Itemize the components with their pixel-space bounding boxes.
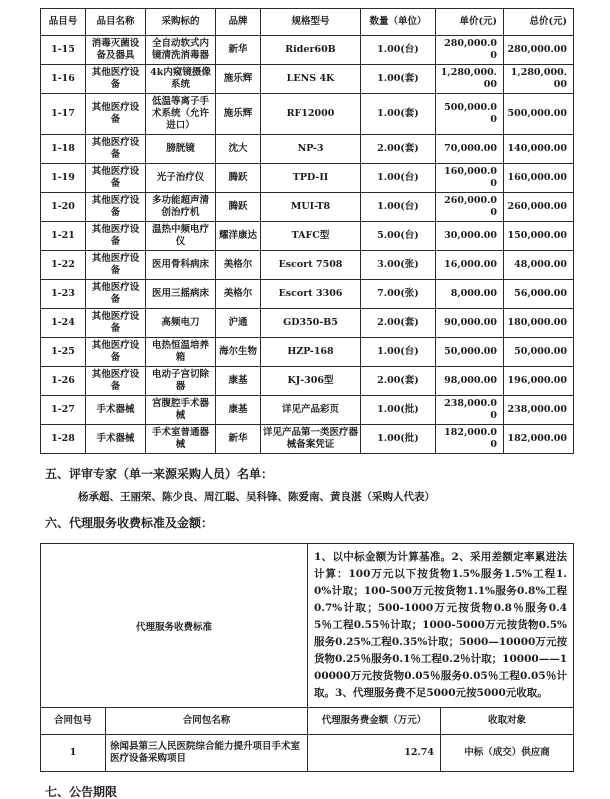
table-row [41,94,574,135]
table-cell: GD350-B5 [261,309,361,338]
table-cell: HZP-168 [261,338,361,367]
table-cell: MUI-T8 [261,193,361,222]
table-cell: 消毒灭菌设备及器具 [86,36,146,65]
table-cell: 详见产品彩页 [261,396,361,425]
table-cell: 其他医疗设备 [86,309,146,338]
table-cell: 1-24 [41,309,86,338]
table-row [41,396,574,425]
package-header-row [41,708,574,735]
table-cell: 1.00(台) [361,36,436,65]
table-cell: 施乐辉 [216,65,261,94]
fee-standard-label: 代理服务收费标准 [41,544,308,708]
table-row [41,251,574,280]
table-cell: Escort 3306 [261,280,361,309]
table-cell: 腾跃 [216,193,261,222]
table-row [41,425,574,454]
package-data-row [41,735,574,772]
table-row [41,338,574,367]
table-cell: 1.00(台) [361,193,436,222]
table-row [41,135,574,164]
table-cell: 其他医疗设备 [86,338,146,367]
table-cell: 1.00(批) [361,425,436,454]
col-header-item-name: 品目名称 [86,9,146,36]
table-cell: 宫腹腔手术器械 [146,396,216,425]
table-cell: 50,000.00 [504,338,574,367]
package-id-cell: 1 [41,735,106,772]
package-target-cell: 中标（成交）供应商 [441,735,574,772]
col-header-subject: 采购标的 [146,9,216,36]
table-cell: 1-15 [41,36,86,65]
table-cell: 1-21 [41,222,86,251]
table-cell: Escort 7508 [261,251,361,280]
table-cell: KJ-306型 [261,367,361,396]
table-cell: 280,000.00 [436,36,504,65]
table-cell: 全自动软式内镜清洗消毒器 [146,36,216,65]
table-row [41,65,574,94]
col-header-unit-price: 单价(元) [436,9,504,36]
table-cell: 182,000.00 [504,425,574,454]
table-cell: 沈大 [216,135,261,164]
experts-section-heading: 五、评审专家（单一来源采购人员）名单： [45,467,274,481]
fee-standard-text: 1、以中标金额为计算基准。2、采用差额定率累进法计算：100万元以下按货物1.5%服务1.5%工程1.0%计取；100-500万元按货物1.1%服务0.8%工程0.7%计取；500-1000万元按货物0.8％服务0.45％工程0.55％计取；1000-5000万元按货物0.5%服务0.25%工程0.35%计取；5000—10000万元按货物0.25％服务0.1％工程0.2％计取；10000——100000万元按货物0.05％服务0.05％工程0.05％计取。3、代理服务费不足5000元按5000元收取。 [308,544,574,708]
table-cell: 500,000.00 [436,94,504,135]
table-row [41,164,574,193]
table-row [41,367,574,396]
table-cell: TPD-II [261,164,361,193]
table-cell: 其他医疗设备 [86,367,146,396]
table-cell: 16,000.00 [436,251,504,280]
table-cell: 196,000.00 [504,367,574,396]
fee-standard-row [41,544,574,708]
table-cell: 30,000.00 [436,222,504,251]
table-cell: 7.00(张) [361,280,436,309]
col-header-total-price: 总价(元) [504,9,574,36]
table-row [41,222,574,251]
table-cell: 1-25 [41,338,86,367]
table-cell: 98,000.00 [436,367,504,396]
table-cell: 新华 [216,36,261,65]
table-row [41,280,574,309]
table-cell: 其他医疗设备 [86,280,146,309]
col-header-package-name: 合同包名称 [106,708,308,735]
table-cell: 260,000.00 [436,193,504,222]
table-cell: 腾跃 [216,164,261,193]
table-cell: 其他医疗设备 [86,65,146,94]
table-cell: 500,000.00 [504,94,574,135]
table-cell: 260,000.00 [504,193,574,222]
table-cell: 1-16 [41,65,86,94]
notice-period-section-heading: 七、公告期限 [45,785,118,799]
package-amount-cell: 12.74 [308,735,441,772]
table-cell: 140,000.00 [504,135,574,164]
table-cell: 电动子宫切除器 [146,367,216,396]
table-cell: 康基 [216,396,261,425]
agency-fee-table [40,543,574,772]
table-cell: TAFC型 [261,222,361,251]
table-cell: 详见产品第一类医疗器械备案凭证 [261,425,361,454]
table-cell: 8,000.00 [436,280,504,309]
table-cell: 160,000.00 [504,164,574,193]
table-cell: 光子治疗仪 [146,164,216,193]
table-cell: 其他医疗设备 [86,251,146,280]
table-cell: 1.00(套) [361,94,436,135]
table-cell: 医用三摇病床 [146,280,216,309]
table-cell: 1,280,000.00 [436,65,504,94]
table-cell: 海尔生物 [216,338,261,367]
table-cell: 56,000.00 [504,280,574,309]
table-cell: 2.00(套) [361,135,436,164]
table-cell: 施乐辉 [216,94,261,135]
table-cell: 美格尔 [216,280,261,309]
table-cell: 耀洋康达 [216,222,261,251]
table-cell: 180,000.00 [504,309,574,338]
table-cell: 90,000.00 [436,309,504,338]
table-row [41,193,574,222]
table-cell: NP-3 [261,135,361,164]
table-row [41,36,574,65]
table-cell: 1-26 [41,367,86,396]
table-cell: 康基 [216,367,261,396]
col-header-fee-target: 收取对象 [441,708,574,735]
table-cell: 1-17 [41,94,86,135]
table-cell: 其他医疗设备 [86,164,146,193]
table-cell: 2.00(套) [361,309,436,338]
table-cell: 高频电刀 [146,309,216,338]
col-header-brand: 品牌 [216,9,261,36]
table-cell: 3.00(张) [361,251,436,280]
table-cell: 280,000.00 [504,36,574,65]
table-cell: 1-18 [41,135,86,164]
table-cell: 手术器械 [86,396,146,425]
table-cell: 其他医疗设备 [86,193,146,222]
table-cell: RF12000 [261,94,361,135]
table-cell: 5.00(台) [361,222,436,251]
items-table-header [41,9,574,36]
col-header-item-no: 品目号 [41,9,86,36]
table-cell: 160,000.00 [436,164,504,193]
table-cell: 1.00(批) [361,396,436,425]
table-cell: 48,000.00 [504,251,574,280]
table-cell: 70,000.00 [436,135,504,164]
agency-fee-section-heading: 六、代理服务收费标准及金额： [45,516,214,530]
table-cell: 低温等离子手术系统（允许进口） [146,94,216,135]
table-cell: 美格尔 [216,251,261,280]
table-cell: 1-22 [41,251,86,280]
table-cell: 医用骨科病床 [146,251,216,280]
table-row [41,309,574,338]
experts-names: 杨承超、王丽荣、陈少良、周江聪、吴科锋、陈爱南、黄良湛（采购人代表） [78,491,435,503]
table-cell: 手术器械 [86,425,146,454]
items-table [40,8,574,454]
table-cell: 238,000.00 [436,396,504,425]
table-cell: 1.00(台) [361,164,436,193]
table-cell: 其他医疗设备 [86,94,146,135]
table-cell: 1-28 [41,425,86,454]
table-cell: 新华 [216,425,261,454]
items-header-row [41,9,574,36]
items-table-body [41,36,574,454]
table-cell: 膀胱镜 [146,135,216,164]
col-header-package-no: 合同包号 [41,708,106,735]
col-header-model: 规格型号 [261,9,361,36]
table-cell: 多功能超声清创治疗机 [146,193,216,222]
table-cell: 1,280,000.00 [504,65,574,94]
table-cell: 手术室普通器械 [146,425,216,454]
table-cell: 182,000.00 [436,425,504,454]
table-cell: 1-27 [41,396,86,425]
table-cell: 1-19 [41,164,86,193]
table-cell: 2.00(套) [361,367,436,396]
table-cell: 其他医疗设备 [86,135,146,164]
table-cell: 238,000.00 [504,396,574,425]
table-cell: 50,000.00 [436,338,504,367]
table-cell: 1.00(套) [361,65,436,94]
table-cell: 温热中频电疗仪 [146,222,216,251]
table-cell: LENS 4K [261,65,361,94]
package-name-cell: 徐闻县第三人民医院综合能力提升项目手术室医疗设备采购项目 [106,735,308,772]
table-cell: 1.00(台) [361,338,436,367]
table-cell: 1-23 [41,280,86,309]
table-cell: 沪通 [216,309,261,338]
table-cell: 150,000.00 [504,222,574,251]
col-header-fee-amount: 代理服务费金额（万元） [308,708,441,735]
table-cell: 其他医疗设备 [86,222,146,251]
col-header-quantity: 数量（单位） [361,9,436,36]
table-cell: 4k内窥镜摄像系统 [146,65,216,94]
table-cell: 电热恒温培养箱 [146,338,216,367]
table-cell: 1-20 [41,193,86,222]
table-cell: Rider60B [261,36,361,65]
